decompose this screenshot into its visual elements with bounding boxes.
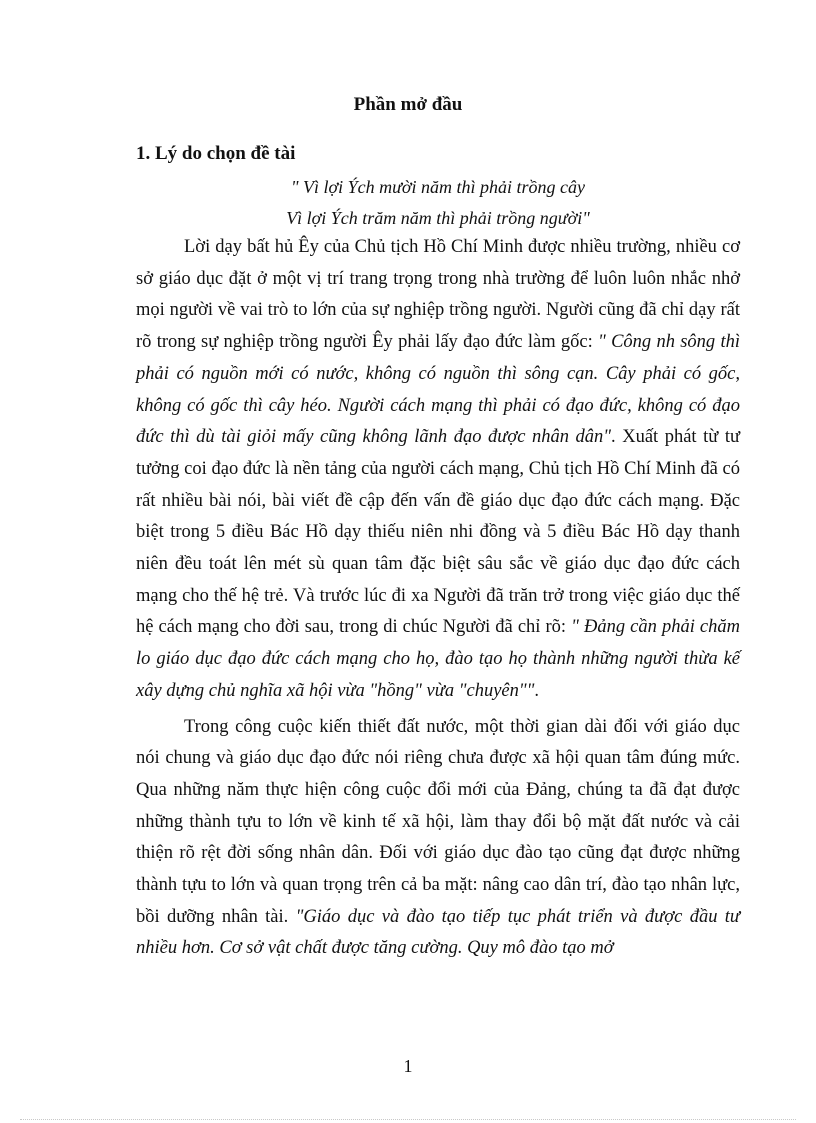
body-text <box>136 232 740 965</box>
paragraph-1-text-a: Lời dạy bất hủ Êy của Chủ tịch Hồ Chí Minh được nhiều trường, nhiều cơ sở giáo dục đặt ở một vị trí trang trọng trong nhà trường để luôn luôn nhắc nhở mọi người về vai trò to lớn của sự nghiệp trồng người. Người cũng đã chỉ dạy rất rõ trong sự nghiệp trồng người Êy phải lấy đạo đức làm gốc: <box>136 237 740 353</box>
document-title: Phần mở đầu <box>353 94 463 115</box>
paragraph-1-text-c: . <box>534 680 540 701</box>
paragraph-1-quote-b: " Đảng cần phải chăm lo giáo dục đạo đức cách mạng cho họ, đào tạo họ thành những người thừa kế xây dựng chủ nghĩa xã hội vừa "hồng" vừa "chuyên"" <box>136 617 740 701</box>
page-number: 1 <box>403 1056 413 1076</box>
epigraph-quote <box>136 172 740 234</box>
paragraph-2-quote-a: "Giáo dục và đào tạo tiếp tục phát triển và được đầu tư nhiều hơn. Cơ sở vật chất được tăng cường. Quy mô đào tạo mở <box>136 906 741 959</box>
quote-line-1: " Vì lợi Ých mười năm thì phải trồng cây <box>290 177 586 197</box>
paragraph-1-text-b: . Xuất phát từ tư tưởng coi đạo đức là nền tảng của người cách mạng, Chủ tịch Hồ Chí Minh đã có rất nhiều bài nói, bài viết đề cập đến vấn đề giáo dục đạo đức cách mạng. Đặc biệt trong 5 điều Bác Hồ dạy thiếu niên nhi đồng và 5 điều Bác Hồ dạy thanh niên đều toát lên mét sù quan tâm đặc biệt sâu sắc về giáo dục đạo đức cách mạng cho thế hệ trẻ. Và trước lúc đi xa Người đã trăn trở trong việc giáo dục thế hệ cách mạng cho đời sau, trong di chúc Người đã chỉ rõ: <box>136 427 740 638</box>
page-bottom-divider <box>20 1119 796 1120</box>
paragraph-1-quote-a: " Công nh sông thì phải có nguồn mới có nước, không có nguồn thì sông cạn. Cây phải có gốc, không có gốc thì cây héo. Người cách mạng thì phải có đạo đức, không có đạo đức thì dù tài giỏi mấy cũng không lãnh đạo được nhân dân" <box>136 332 740 448</box>
paragraph-2-text-a: Trong công cuộc kiến thiết đất nước, một thời gian dài đối với giáo dục nói chung và giáo dục đạo đức nói riêng chưa được xã hội quan tâm đúng mức. Qua những năm thực hiện công cuộc đổi mới của Đảng, chúng ta đã đạt được những thành tựu to lớn về kinh tế xã hội, làm thay đổi bộ mặt đất nước và cải thiện rõ rệt đời sống nhân dân. Đối với giáo dục đào tạo cũng đạt được những thành tựu to lớn và quan trọng trên cả ba mặt: nâng cao dân trí, đào tạo nhân lực, bồi dưỡng nhân tài. <box>136 716 740 927</box>
quote-line-2: Vì lợi Ých trăm năm thì phải trồng người" <box>286 208 590 228</box>
paragraph-1 <box>136 232 740 708</box>
paragraph-2 <box>136 712 740 966</box>
section-heading: 1. Lý do chọn đề tài <box>136 143 296 164</box>
